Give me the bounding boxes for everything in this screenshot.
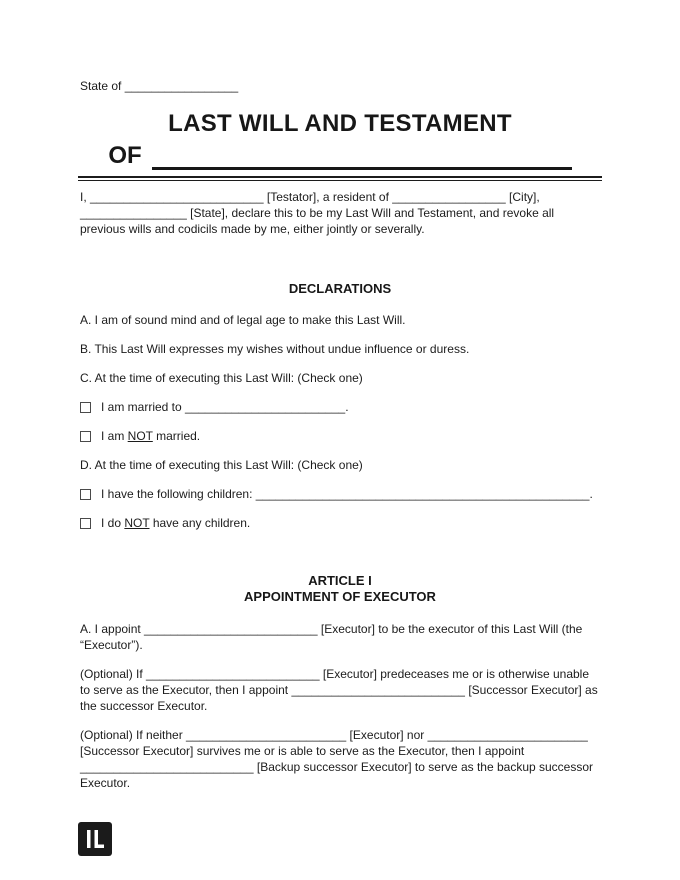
article1-paragraph-c: (Optional) If neither ________________________ [Executor] nor ________________________ [Successor Executor] survives me or is able to serve as the Executor, then I appoint __________________________ [Backup successor Executor] to serve as the backup successor Executor.	[80, 728, 594, 790]
option-no-children-label	[101, 515, 250, 531]
page-title: LAST WILL AND TESTAMENT	[168, 110, 512, 137]
title-divider	[78, 176, 602, 181]
article1-paragraph-a: A. I appoint __________________________ [Executor] to be the executor of this Last Will (the “Executor”).	[80, 622, 583, 652]
legal-templates-logo	[78, 822, 112, 856]
option-not-married-label	[101, 428, 200, 444]
article1-heading-line1: ARTICLE I	[308, 573, 372, 588]
option-not-married	[80, 428, 600, 444]
declaration-item-a: A. I am of sound mind and of legal age to make this Last Will.	[80, 313, 406, 327]
not-married-text-post: married.	[152, 429, 201, 443]
checkbox-has-children[interactable]	[80, 489, 91, 500]
no-children-not-word: NOT	[124, 516, 150, 530]
not-married-not-word: NOT	[127, 429, 153, 443]
checkbox-no-children[interactable]	[80, 518, 91, 529]
of-row	[80, 140, 600, 170]
option-has-children	[80, 486, 600, 502]
option-married-label: I am married to ________________________.	[101, 400, 349, 414]
declarations-heading: DECLARATIONS	[288, 281, 392, 296]
option-married	[80, 399, 600, 415]
checkbox-not-married[interactable]	[80, 431, 91, 442]
legal-templates-logo-icon	[78, 822, 112, 856]
state-of-line: State of _________________	[80, 79, 239, 93]
declaration-item-c: C. At the time of executing this Last Will: (Check one)	[80, 371, 363, 385]
of-blank-line	[152, 144, 572, 170]
no-children-text-post: have any children.	[149, 516, 251, 530]
article1-paragraph-b: (Optional) If __________________________ [Executor] predeceases me or is otherwise unable to serve as the Executor, then I appoint __________________________ [Successor Executor] as the successor Executor.	[80, 667, 598, 713]
not-married-text-pre: I am	[101, 429, 128, 443]
of-label: OF	[108, 142, 142, 169]
intro-paragraph: I, __________________________ [Testator], a resident of _________________ [City], ________________ [State], declare this to be my Last Will and Testament, and revoke all previous wills and codicils made by me, either jointly or severally.	[80, 190, 555, 236]
no-children-text-pre: I do	[101, 516, 125, 530]
checkbox-married[interactable]	[80, 402, 91, 413]
declaration-item-d: D. At the time of executing this Last Will: (Check one)	[80, 458, 363, 472]
article1-heading-line2: APPOINTMENT OF EXECUTOR	[244, 589, 436, 604]
declaration-item-b: B. This Last Will expresses my wishes without undue influence or duress.	[80, 342, 470, 356]
option-has-children-label: I have the following children: __________________________________________________.	[101, 487, 593, 501]
option-no-children	[80, 515, 600, 531]
